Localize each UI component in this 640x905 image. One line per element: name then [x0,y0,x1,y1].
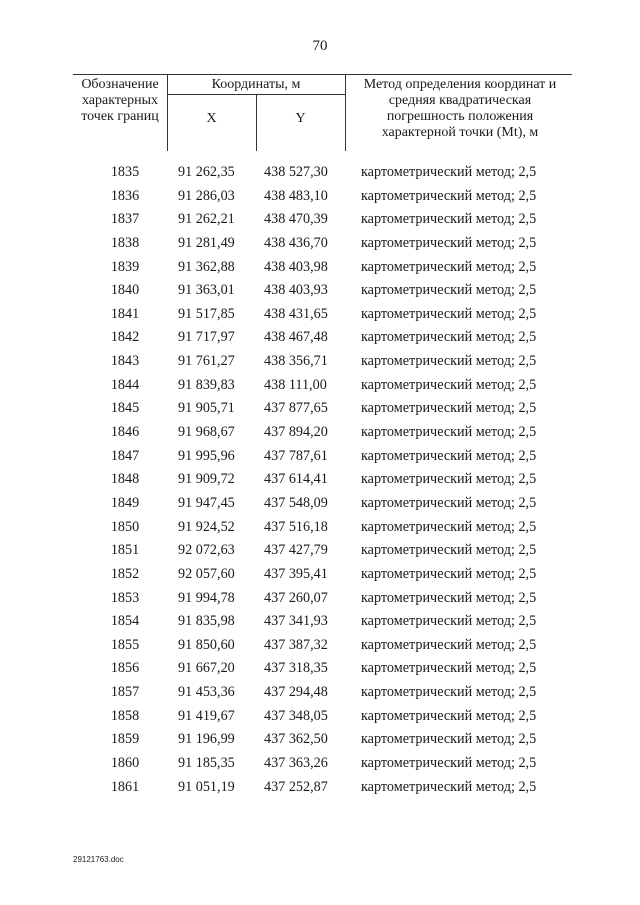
coord-x: 91 947,45 [178,494,235,511]
point-id: 1860 [110,755,140,772]
method-cell: картометрический метод; 2,5 [361,187,537,204]
header-point-designation: Обозначение характерных точек границ [81,77,159,124]
coord-y: 438 470,39 [264,211,328,228]
point-id: 1835 [110,164,140,180]
coord-x: 92 057,60 [178,565,235,582]
method-cell: картометрический метод; 2,5 [361,707,537,724]
coord-y: 437 294,48 [264,684,328,701]
table-row [0,445,640,469]
table-row [0,563,640,587]
method-cell: картометрический метод; 2,5 [361,518,537,535]
point-id: 1843 [110,353,140,370]
table-row [0,397,640,421]
coord-y: 437 252,87 [264,778,328,795]
table-row [0,728,640,752]
table-row [0,374,640,398]
method-cell: картометрический метод; 2,5 [361,636,537,653]
point-id: 1861 [110,778,140,795]
coord-x: 91 667,20 [178,660,235,677]
coord-y: 437 614,41 [264,471,328,488]
coord-y: 438 403,93 [264,282,328,299]
coord-y: 437 894,20 [264,424,328,441]
method-cell: картометрический метод; 2,5 [361,565,537,582]
coord-x: 91 968,67 [178,424,235,441]
point-id: 1847 [110,447,140,464]
table-row [0,326,640,350]
method-cell: картометрический метод; 2,5 [361,164,537,180]
point-id: 1850 [110,518,140,535]
coord-x: 91 185,35 [178,755,235,772]
point-id: 1854 [110,613,140,630]
coord-y: 437 318,35 [264,660,328,677]
point-id: 1851 [110,542,140,559]
table-row [0,468,640,492]
coord-x: 91 362,88 [178,258,235,275]
coord-x: 91 995,96 [178,447,235,464]
coord-x: 91 839,83 [178,376,235,393]
method-cell: картометрический метод; 2,5 [361,258,537,275]
method-cell: картометрический метод; 2,5 [361,353,537,370]
coord-y: 438 527,30 [264,164,328,180]
coord-x: 91 051,19 [178,778,235,795]
method-cell: картометрический метод; 2,5 [361,400,537,417]
coord-y: 437 348,05 [264,707,328,724]
header-method: Метод определения координат и средняя квадратическая погрешность положения характерной точки (Mt), м [363,77,557,140]
document-filename: 29121763.doc [73,855,124,864]
coord-y: 437 260,07 [264,589,328,606]
table-row [0,208,640,232]
method-cell: картометрический метод; 2,5 [361,589,537,606]
method-cell: картометрический метод; 2,5 [361,376,537,393]
method-cell: картометрический метод; 2,5 [361,542,537,559]
coord-x: 91 994,78 [178,589,235,606]
table-row [0,185,640,209]
coord-y: 438 431,65 [264,305,328,322]
table-row [0,776,640,800]
point-id: 1849 [110,494,140,511]
method-cell: картометрический метод; 2,5 [361,234,537,251]
table-row [0,752,640,776]
coord-x: 91 286,03 [178,187,235,204]
table-row [0,610,640,634]
coord-x: 91 924,52 [178,518,235,535]
coord-y: 438 403,98 [264,258,328,275]
header-y: Y [295,111,306,126]
coord-y: 437 516,18 [264,518,328,535]
coord-y: 437 395,41 [264,565,328,582]
method-cell: картометрический метод; 2,5 [361,447,537,464]
point-id: 1836 [110,187,140,204]
method-cell: картометрический метод; 2,5 [361,329,537,346]
coord-x: 91 517,85 [178,305,235,322]
header-divider-3 [345,74,346,151]
coord-x: 91 363,01 [178,282,235,299]
method-cell: картометрический метод; 2,5 [361,778,537,795]
page-number: 70 [312,38,328,54]
point-id: 1853 [110,589,140,606]
coord-y: 438 356,71 [264,353,328,370]
table-row [0,657,640,681]
method-cell: картометрический метод; 2,5 [361,471,537,488]
coord-x: 91 850,60 [178,636,235,653]
table-row [0,303,640,327]
table-row [0,634,640,658]
table-row [0,681,640,705]
table-body [0,161,640,799]
point-id: 1855 [110,636,140,653]
point-id: 1859 [110,731,140,748]
coord-y: 438 467,48 [264,329,328,346]
coord-y: 437 341,93 [264,613,328,630]
method-cell: картометрический метод; 2,5 [361,684,537,701]
point-id: 1844 [110,376,140,393]
table-row [0,587,640,611]
coord-x: 91 419,67 [178,707,235,724]
method-cell: картометрический метод; 2,5 [361,494,537,511]
coord-x: 92 072,63 [178,542,235,559]
coord-x: 91 196,99 [178,731,235,748]
table-row [0,279,640,303]
coord-y: 438 483,10 [264,187,328,204]
header-top-rule [73,74,572,75]
header-x: X [206,111,217,126]
method-cell: картометрический метод; 2,5 [361,660,537,677]
coord-y: 437 362,50 [264,731,328,748]
table-row [0,256,640,280]
table-row [0,705,640,729]
point-id: 1848 [110,471,140,488]
coord-x: 91 717,97 [178,329,235,346]
point-id: 1845 [110,400,140,417]
coord-y: 437 787,61 [264,447,328,464]
point-id: 1856 [110,660,140,677]
coord-y: 438 436,70 [264,234,328,251]
coord-y: 437 387,32 [264,636,328,653]
method-cell: картометрический метод; 2,5 [361,755,537,772]
method-cell: картометрический метод; 2,5 [361,424,537,441]
header-coordinates: Координаты, м [211,77,301,92]
coord-x: 91 453,36 [178,684,235,701]
method-cell: картометрический метод; 2,5 [361,731,537,748]
table-row [0,539,640,563]
coord-y: 437 427,79 [264,542,328,559]
table-row [0,492,640,516]
table-row [0,232,640,256]
point-id: 1857 [110,684,140,701]
point-id: 1839 [110,258,140,275]
point-id: 1852 [110,565,140,582]
coord-y: 438 111,00 [264,376,327,393]
point-id: 1838 [110,234,140,251]
table-row [0,516,640,540]
method-cell: картометрический метод; 2,5 [361,613,537,630]
coord-x: 91 909,72 [178,471,235,488]
coord-x: 91 281,49 [178,234,235,251]
table-row [0,350,640,374]
point-id: 1846 [110,424,140,441]
method-cell: картометрический метод; 2,5 [361,305,537,322]
coord-y: 437 363,26 [264,755,328,772]
method-cell: картометрический метод; 2,5 [361,211,537,228]
coord-x: 91 262,35 [178,164,235,180]
method-cell: картометрический метод; 2,5 [361,282,537,299]
point-id: 1841 [110,305,140,322]
table-row [0,161,640,185]
coord-y: 437 548,09 [264,494,328,511]
coord-x: 91 905,71 [178,400,235,417]
coord-y: 437 877,65 [264,400,328,417]
point-id: 1840 [110,282,140,299]
table-row [0,421,640,445]
point-id: 1842 [110,329,140,346]
coord-x: 91 835,98 [178,613,235,630]
point-id: 1858 [110,707,140,724]
coord-x: 91 262,21 [178,211,235,228]
point-id: 1837 [110,211,140,228]
coord-x: 91 761,27 [178,353,235,370]
